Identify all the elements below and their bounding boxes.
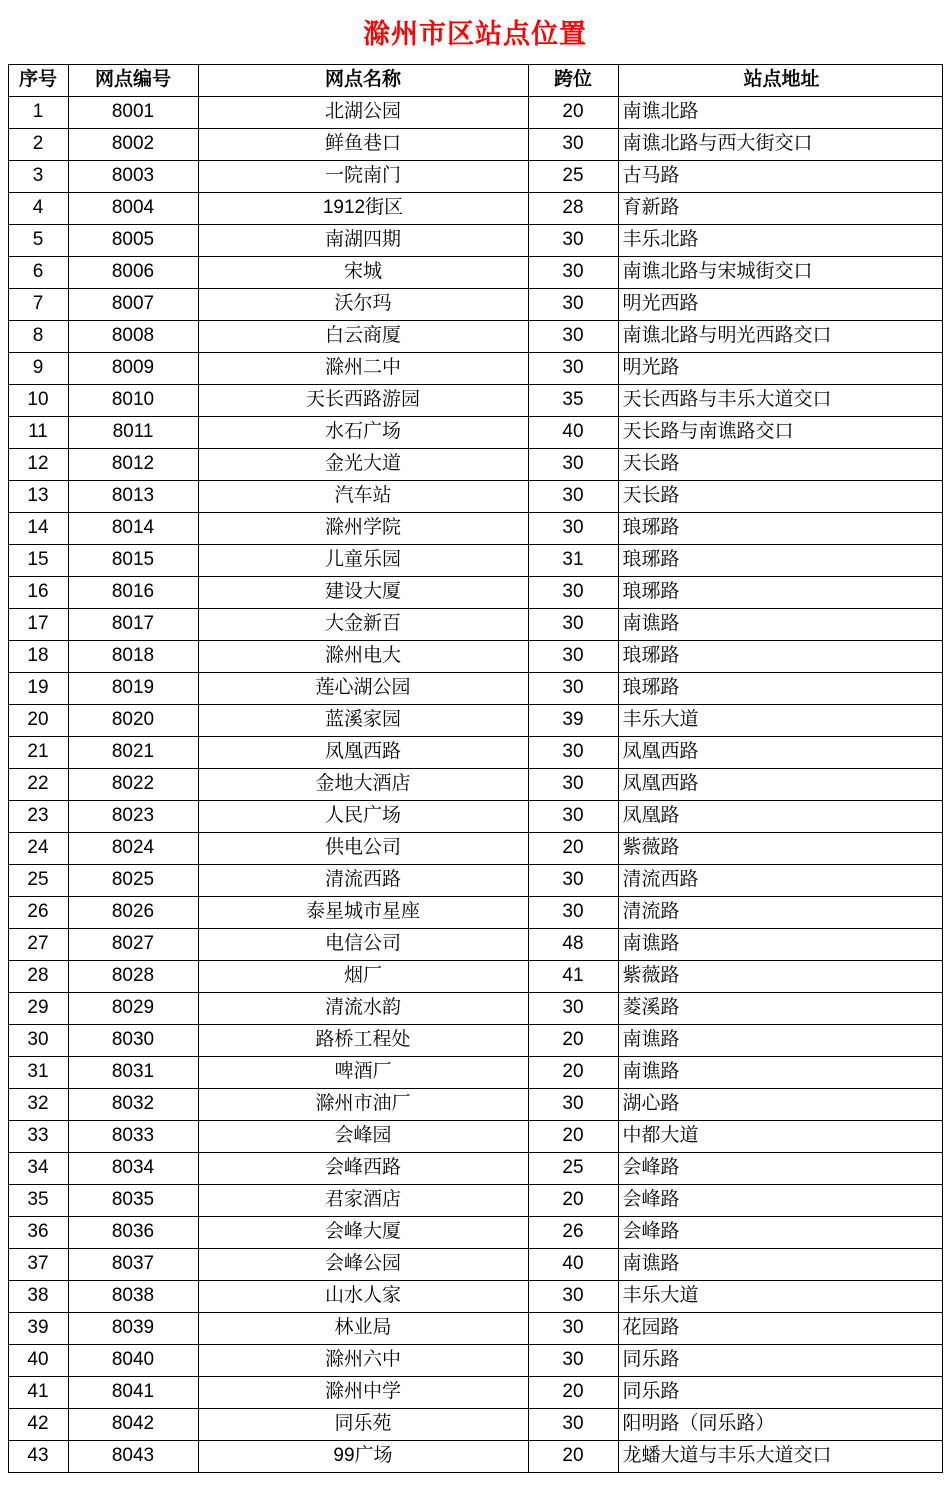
cell-slots: 25: [528, 1152, 618, 1184]
cell-index: 14: [8, 512, 68, 544]
table-row: [8, 992, 942, 1024]
cell-code: 8025: [68, 864, 198, 896]
cell-index: 23: [8, 800, 68, 832]
cell-code: 8040: [68, 1344, 198, 1376]
cell-code: 8015: [68, 544, 198, 576]
cell-slots: 20: [528, 1056, 618, 1088]
table-row: [8, 960, 942, 992]
cell-slots: 30: [528, 128, 618, 160]
cell-slots: 25: [528, 160, 618, 192]
cell-code: 8018: [68, 640, 198, 672]
table-row: [8, 768, 942, 800]
cell-address: 凤凰路: [618, 800, 942, 832]
cell-index: 36: [8, 1216, 68, 1248]
cell-address: 龙蟠大道与丰乐大道交口: [618, 1440, 942, 1472]
cell-code: 8021: [68, 736, 198, 768]
cell-slots: 30: [528, 640, 618, 672]
cell-index: 42: [8, 1408, 68, 1440]
cell-name: 1912街区: [198, 192, 528, 224]
cell-index: 37: [8, 1248, 68, 1280]
column-header-name: 网点名称: [198, 64, 528, 96]
cell-address: 凤凰西路: [618, 768, 942, 800]
cell-name: 白云商厦: [198, 320, 528, 352]
table-row: [8, 1280, 942, 1312]
cell-code: 8011: [68, 416, 198, 448]
cell-code: 8014: [68, 512, 198, 544]
cell-code: 8036: [68, 1216, 198, 1248]
cell-name: 路桥工程处: [198, 1024, 528, 1056]
cell-index: 33: [8, 1120, 68, 1152]
cell-slots: 20: [528, 1024, 618, 1056]
table-row: [8, 480, 942, 512]
cell-code: 8030: [68, 1024, 198, 1056]
cell-slots: 41: [528, 960, 618, 992]
cell-index: 4: [8, 192, 68, 224]
cell-address: 南谯北路: [618, 96, 942, 128]
cell-name: 北湖公园: [198, 96, 528, 128]
cell-name: 金光大道: [198, 448, 528, 480]
cell-name: 人民广场: [198, 800, 528, 832]
cell-name: 滁州中学: [198, 1376, 528, 1408]
table-row: [8, 640, 942, 672]
table-row: [8, 800, 942, 832]
cell-index: 21: [8, 736, 68, 768]
cell-index: 5: [8, 224, 68, 256]
table-row: [8, 1248, 942, 1280]
cell-code: 8033: [68, 1120, 198, 1152]
cell-address: 同乐路: [618, 1344, 942, 1376]
cell-name: 电信公司: [198, 928, 528, 960]
table-row: [8, 672, 942, 704]
cell-name: 金地大酒店: [198, 768, 528, 800]
table-row: [8, 96, 942, 128]
cell-slots: 30: [528, 864, 618, 896]
table-row: [8, 1024, 942, 1056]
cell-index: 43: [8, 1440, 68, 1472]
cell-index: 18: [8, 640, 68, 672]
cell-name: 清流西路: [198, 864, 528, 896]
table-body: [8, 96, 942, 1472]
cell-slots: 48: [528, 928, 618, 960]
cell-address: 天长路: [618, 448, 942, 480]
cell-name: 会峰大厦: [198, 1216, 528, 1248]
table-row: [8, 416, 942, 448]
cell-slots: 39: [528, 704, 618, 736]
page-title: 滁州市区站点位置: [363, 19, 587, 49]
cell-code: 8012: [68, 448, 198, 480]
cell-code: 8003: [68, 160, 198, 192]
cell-address: 中都大道: [618, 1120, 942, 1152]
cell-name: 99广场: [198, 1440, 528, 1472]
cell-slots: 20: [528, 1120, 618, 1152]
cell-code: 8026: [68, 896, 198, 928]
table-row: [8, 1088, 942, 1120]
cell-address: 南谯北路与西大街交口: [618, 128, 942, 160]
cell-code: 8038: [68, 1280, 198, 1312]
cell-index: 31: [8, 1056, 68, 1088]
cell-name: 蓝溪家园: [198, 704, 528, 736]
cell-code: 8032: [68, 1088, 198, 1120]
table-row: [8, 352, 942, 384]
cell-address: 明光路: [618, 352, 942, 384]
cell-index: 25: [8, 864, 68, 896]
cell-address: 琅琊路: [618, 640, 942, 672]
cell-code: 8009: [68, 352, 198, 384]
cell-address: 丰乐北路: [618, 224, 942, 256]
cell-code: 8002: [68, 128, 198, 160]
cell-code: 8024: [68, 832, 198, 864]
table-row: [8, 608, 942, 640]
cell-index: 39: [8, 1312, 68, 1344]
cell-code: 8042: [68, 1408, 198, 1440]
cell-code: 8031: [68, 1056, 198, 1088]
cell-slots: 30: [528, 352, 618, 384]
cell-index: 40: [8, 1344, 68, 1376]
cell-code: 8043: [68, 1440, 198, 1472]
cell-slots: 30: [528, 768, 618, 800]
cell-address: 同乐路: [618, 1376, 942, 1408]
table-row: [8, 1056, 942, 1088]
table-row: [8, 1344, 942, 1376]
cell-index: 13: [8, 480, 68, 512]
table-row: [8, 832, 942, 864]
cell-name: 沃尔玛: [198, 288, 528, 320]
cell-slots: 30: [528, 1280, 618, 1312]
cell-slots: 26: [528, 1216, 618, 1248]
cell-address: 南谯路: [618, 1248, 942, 1280]
table-row: [8, 928, 942, 960]
cell-index: 41: [8, 1376, 68, 1408]
cell-code: 8029: [68, 992, 198, 1024]
column-header-slots: 跨位: [528, 64, 618, 96]
table-row: [8, 192, 942, 224]
cell-index: 29: [8, 992, 68, 1024]
cell-name: 会峰园: [198, 1120, 528, 1152]
table-header: [8, 64, 942, 96]
cell-code: 8005: [68, 224, 198, 256]
cell-code: 8023: [68, 800, 198, 832]
cell-index: 2: [8, 128, 68, 160]
table-row: [8, 576, 942, 608]
cell-name: 供电公司: [198, 832, 528, 864]
cell-code: 8027: [68, 928, 198, 960]
cell-code: 8019: [68, 672, 198, 704]
cell-address: 紫薇路: [618, 960, 942, 992]
cell-name: 滁州电大: [198, 640, 528, 672]
cell-address: 会峰路: [618, 1216, 942, 1248]
cell-index: 3: [8, 160, 68, 192]
cell-address: 天长路: [618, 480, 942, 512]
cell-address: 清流西路: [618, 864, 942, 896]
cell-name: 会峰西路: [198, 1152, 528, 1184]
cell-code: 8010: [68, 384, 198, 416]
table-row: [8, 1408, 942, 1440]
cell-slots: 30: [528, 288, 618, 320]
cell-index: 26: [8, 896, 68, 928]
cell-slots: 30: [528, 736, 618, 768]
cell-address: 会峰路: [618, 1184, 942, 1216]
cell-index: 12: [8, 448, 68, 480]
cell-slots: 30: [528, 896, 618, 928]
table-row: [8, 384, 942, 416]
table-row: [8, 288, 942, 320]
cell-code: 8034: [68, 1152, 198, 1184]
cell-address: 琅琊路: [618, 512, 942, 544]
cell-slots: 30: [528, 320, 618, 352]
table-row: [8, 704, 942, 736]
cell-code: 8020: [68, 704, 198, 736]
cell-name: 泰星城市星座: [198, 896, 528, 928]
cell-address: 古马路: [618, 160, 942, 192]
cell-code: 8016: [68, 576, 198, 608]
cell-address: 南谯北路与宋城街交口: [618, 256, 942, 288]
table-row: [8, 224, 942, 256]
cell-name: 鲜鱼巷口: [198, 128, 528, 160]
cell-address: 南谯路: [618, 928, 942, 960]
cell-index: 7: [8, 288, 68, 320]
cell-address: 湖心路: [618, 1088, 942, 1120]
table-row: [8, 128, 942, 160]
cell-index: 9: [8, 352, 68, 384]
cell-slots: 30: [528, 608, 618, 640]
cell-index: 10: [8, 384, 68, 416]
cell-code: 8041: [68, 1376, 198, 1408]
cell-name: 儿童乐园: [198, 544, 528, 576]
cell-code: 8006: [68, 256, 198, 288]
cell-address: 南谯路: [618, 608, 942, 640]
cell-name: 滁州六中: [198, 1344, 528, 1376]
cell-address: 琅琊路: [618, 672, 942, 704]
column-header-index: 序号: [8, 64, 68, 96]
cell-slots: 30: [528, 576, 618, 608]
cell-name: 水石广场: [198, 416, 528, 448]
cell-name: 山水人家: [198, 1280, 528, 1312]
cell-address: 育新路: [618, 192, 942, 224]
cell-slots: 30: [528, 1312, 618, 1344]
table-row: [8, 736, 942, 768]
table-row: [8, 896, 942, 928]
cell-index: 34: [8, 1152, 68, 1184]
cell-slots: 40: [528, 1248, 618, 1280]
station-location-table: [8, 64, 943, 1473]
cell-address: 琅琊路: [618, 576, 942, 608]
cell-index: 20: [8, 704, 68, 736]
cell-code: 8013: [68, 480, 198, 512]
cell-name: 啤酒厂: [198, 1056, 528, 1088]
cell-code: 8001: [68, 96, 198, 128]
cell-code: 8007: [68, 288, 198, 320]
cell-code: 8022: [68, 768, 198, 800]
cell-address: 清流路: [618, 896, 942, 928]
table-row: [8, 864, 942, 896]
cell-index: 6: [8, 256, 68, 288]
cell-code: 8039: [68, 1312, 198, 1344]
column-header-code: 网点编号: [68, 64, 198, 96]
cell-address: 阳明路（同乐路）: [618, 1408, 942, 1440]
cell-slots: 30: [528, 224, 618, 256]
cell-slots: 30: [528, 1408, 618, 1440]
cell-slots: 30: [528, 256, 618, 288]
cell-slots: 40: [528, 416, 618, 448]
cell-address: 凤凰西路: [618, 736, 942, 768]
cell-address: 琅琊路: [618, 544, 942, 576]
cell-slots: 30: [528, 1344, 618, 1376]
table-row: [8, 160, 942, 192]
cell-slots: 30: [528, 448, 618, 480]
cell-code: 8037: [68, 1248, 198, 1280]
cell-index: 32: [8, 1088, 68, 1120]
table-row: [8, 1312, 942, 1344]
cell-name: 会峰公园: [198, 1248, 528, 1280]
cell-name: 宋城: [198, 256, 528, 288]
table-row: [8, 1120, 942, 1152]
cell-slots: 30: [528, 1088, 618, 1120]
cell-index: 15: [8, 544, 68, 576]
cell-code: 8004: [68, 192, 198, 224]
cell-slots: 31: [528, 544, 618, 576]
cell-index: 28: [8, 960, 68, 992]
cell-name: 大金新百: [198, 608, 528, 640]
cell-slots: 20: [528, 1440, 618, 1472]
cell-name: 滁州市油厂: [198, 1088, 528, 1120]
cell-name: 建设大厦: [198, 576, 528, 608]
table-row: [8, 1440, 942, 1472]
cell-code: 8017: [68, 608, 198, 640]
table-row: [8, 512, 942, 544]
table-row: [8, 1216, 942, 1248]
cell-code: 8008: [68, 320, 198, 352]
table-row: [8, 1184, 942, 1216]
cell-address: 会峰路: [618, 1152, 942, 1184]
cell-address: 南谯北路与明光西路交口: [618, 320, 942, 352]
cell-address: 菱溪路: [618, 992, 942, 1024]
cell-slots: 30: [528, 800, 618, 832]
cell-address: 花园路: [618, 1312, 942, 1344]
cell-address: 丰乐大道: [618, 704, 942, 736]
cell-slots: 35: [528, 384, 618, 416]
cell-address: 南谯路: [618, 1024, 942, 1056]
table-header-row: [8, 64, 942, 96]
cell-index: 16: [8, 576, 68, 608]
cell-index: 30: [8, 1024, 68, 1056]
cell-index: 35: [8, 1184, 68, 1216]
cell-address: 紫薇路: [618, 832, 942, 864]
cell-slots: 30: [528, 512, 618, 544]
cell-index: 1: [8, 96, 68, 128]
cell-name: 同乐苑: [198, 1408, 528, 1440]
cell-code: 8035: [68, 1184, 198, 1216]
table-row: [8, 448, 942, 480]
cell-address: 天长西路与丰乐大道交口: [618, 384, 942, 416]
cell-name: 林业局: [198, 1312, 528, 1344]
cell-address: 明光西路: [618, 288, 942, 320]
cell-name: 滁州二中: [198, 352, 528, 384]
cell-index: 27: [8, 928, 68, 960]
cell-name: 汽车站: [198, 480, 528, 512]
cell-index: 11: [8, 416, 68, 448]
cell-index: 24: [8, 832, 68, 864]
cell-slots: 20: [528, 1184, 618, 1216]
table-row: [8, 320, 942, 352]
cell-address: 丰乐大道: [618, 1280, 942, 1312]
cell-name: 天长西路游园: [198, 384, 528, 416]
table-row: [8, 256, 942, 288]
cell-slots: 30: [528, 480, 618, 512]
cell-slots: 20: [528, 1376, 618, 1408]
table-row: [8, 1376, 942, 1408]
cell-name: 莲心湖公园: [198, 672, 528, 704]
cell-name: 烟厂: [198, 960, 528, 992]
cell-name: 清流水韵: [198, 992, 528, 1024]
cell-name: 君家酒店: [198, 1184, 528, 1216]
cell-slots: 20: [528, 96, 618, 128]
table-row: [8, 1152, 942, 1184]
cell-index: 38: [8, 1280, 68, 1312]
cell-index: 19: [8, 672, 68, 704]
cell-name: 凤凰西路: [198, 736, 528, 768]
cell-slots: 20: [528, 832, 618, 864]
cell-code: 8028: [68, 960, 198, 992]
table-row: [8, 544, 942, 576]
cell-slots: 30: [528, 672, 618, 704]
cell-name: 南湖四期: [198, 224, 528, 256]
column-header-address: 站点地址: [618, 64, 942, 96]
cell-name: 滁州学院: [198, 512, 528, 544]
cell-index: 17: [8, 608, 68, 640]
cell-name: 一院南门: [198, 160, 528, 192]
cell-address: 南谯路: [618, 1056, 942, 1088]
cell-slots: 28: [528, 192, 618, 224]
cell-slots: 30: [528, 992, 618, 1024]
cell-index: 22: [8, 768, 68, 800]
cell-address: 天长路与南谯路交口: [618, 416, 942, 448]
cell-index: 8: [8, 320, 68, 352]
